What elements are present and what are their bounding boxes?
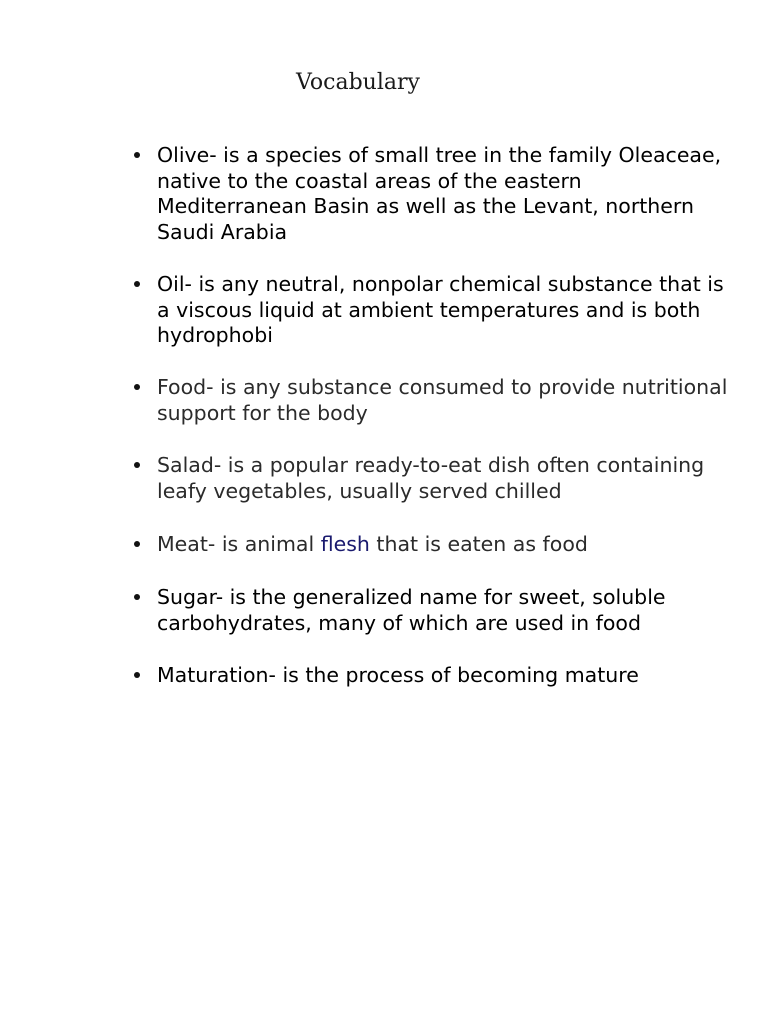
page-title: Vocabulary <box>296 70 420 95</box>
bullet-icon <box>134 384 140 390</box>
bullet-icon <box>134 541 140 547</box>
bullet-icon <box>134 672 140 678</box>
vocab-text: Sugar- is the generalized name for sweet, soluble carbohydrates, many of which are used in food <box>157 585 666 636</box>
vocab-text: Oil- is any neutral, nonpolar chemical substance that is a viscous liquid at ambient temperatures and is both hydrophobi <box>157 271 724 348</box>
vocab-text-after-link: that is eaten as food <box>369 531 588 556</box>
vocab-item-maturation <box>130 663 730 689</box>
vocab-item-sugar <box>130 585 730 636</box>
vocab-text: Salad- is a popular ready-to-eat dish often containing leafy vegetables, usually served chilled <box>157 453 705 504</box>
bullet-icon <box>134 152 140 158</box>
bullet-icon <box>134 594 140 600</box>
vocab-text: Olive- is a species of small tree in the family Oleaceae, native to the coastal areas of the eastern Mediterranean Basin as well as the Levant, northern Saudi Arabia <box>157 143 722 245</box>
vocab-item-olive <box>130 143 730 246</box>
vocab-text: Food- is any substance consumed to provide nutritional support for the body <box>157 374 728 425</box>
vocab-item-food <box>130 375 730 426</box>
bullet-icon <box>134 281 140 287</box>
vocab-item-oil <box>130 272 730 349</box>
bullet-icon <box>134 462 140 468</box>
vocab-item-meat <box>130 532 730 558</box>
vocabulary-list <box>130 143 730 689</box>
vocab-item-salad <box>130 453 730 504</box>
vocab-text: Maturation- is the process of becoming mature <box>157 662 639 687</box>
vocab-text-before-link: Meat- is animal <box>157 531 321 556</box>
flesh-link[interactable]: flesh <box>320 531 370 556</box>
